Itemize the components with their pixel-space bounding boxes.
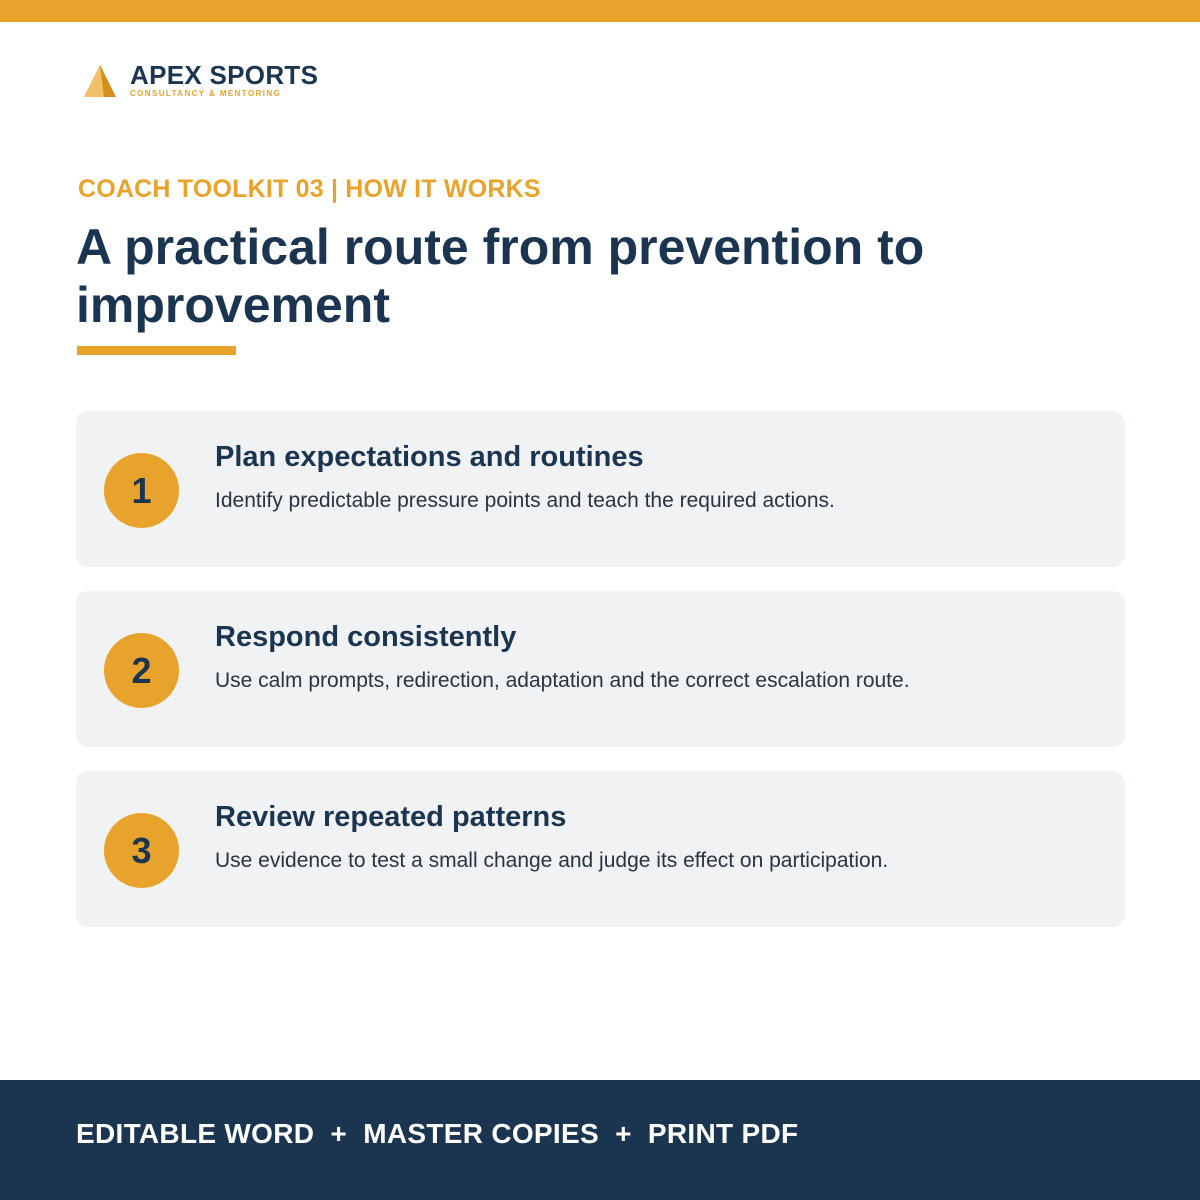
steps-list (76, 411, 1125, 951)
step-title: Plan expectations and routines (215, 441, 644, 473)
step-description: Use evidence to test a small change and judge its effect on participation. (215, 849, 889, 872)
step-number-badge: 1 (104, 453, 179, 528)
brand-name: APEX SPORTS (130, 60, 319, 90)
top-accent-bar (0, 0, 1200, 22)
footer-bar (0, 1080, 1200, 1200)
page-title: A practical route from prevention to improvement (76, 219, 925, 333)
title-underline (77, 346, 236, 355)
brand-text (130, 62, 318, 99)
eyebrow-label: COACH TOOLKIT 03 | HOW IT WORKS (78, 175, 541, 203)
brand-tagline: CONSULTANCY & MENTORING (130, 89, 282, 98)
step-number-badge: 3 (104, 813, 179, 888)
step-description: Use calm prompts, redirection, adaptation and the correct escalation route. (215, 669, 910, 692)
step-card (76, 411, 1125, 567)
step-title: Review repeated patterns (215, 801, 567, 833)
step-number-badge: 2 (104, 633, 179, 708)
brand-logo (82, 62, 318, 99)
step-title: Respond consistently (215, 621, 517, 653)
step-card (76, 771, 1125, 927)
step-description: Identify predictable pressure points and teach the required actions. (215, 489, 835, 512)
apex-triangle-icon (82, 63, 118, 99)
footer-formats: EDITABLE WORD + MASTER COPIES + PRINT PDF (76, 1118, 799, 1149)
step-card (76, 591, 1125, 747)
